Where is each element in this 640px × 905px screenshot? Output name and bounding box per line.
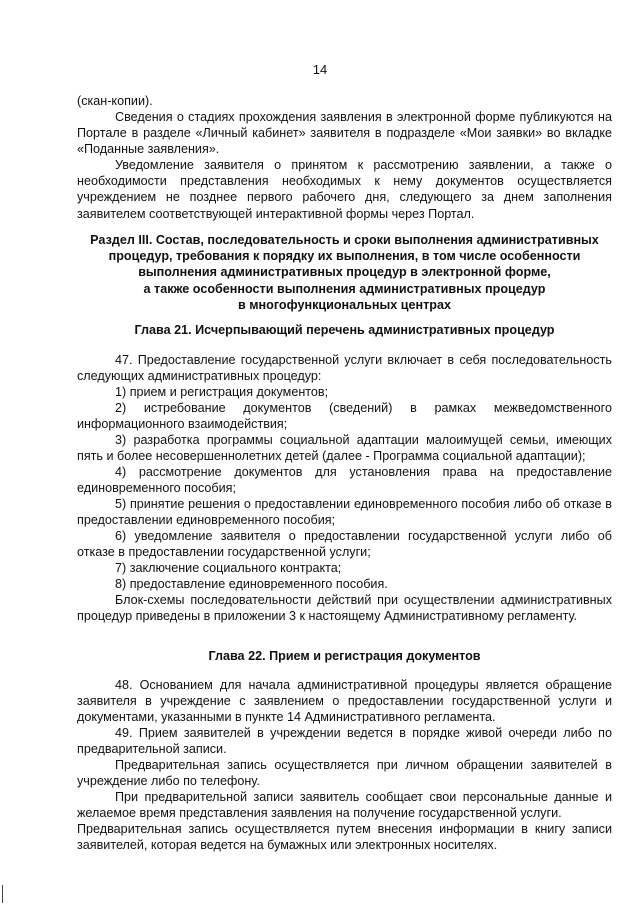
paragraph-49-record-book: Предварительная запись осуществляется путем внесения информации в книгу записи заявителей, которая ведется на бумажных или электронных носителях. <box>77 822 612 853</box>
list-item-6: 6) уведомление заявителя о предоставлении государственной услуги либо об отказе в предоставлении государственной услуги; <box>77 529 612 560</box>
list-item-3: 3) разработка программы социальной адаптации малоимущей семьи, имеющих пять и более несовершеннолетних детей (далее - Программа социальной адаптации); <box>77 433 612 464</box>
paragraph-47: 47. Предоставление государственной услуги включает в себя последовательность следующих административных процедур: <box>77 353 612 384</box>
section-3-title <box>77 232 612 313</box>
list-item-4: 4) рассмотрение документов для установления права на предоставление единовременного пособия; <box>77 465 612 496</box>
intro-paragraph-notification: Уведомление заявителя о принятом к рассмотрению заявлении, а также о необходимости представления необходимых к нему документов осуществляется учреждением не позднее первого рабочего дня, следующего за днем заполнения заявителем соответствующей интерактивной формы через Портал. <box>77 158 612 221</box>
paragraph-49-personal-data: При предварительной записи заявитель сообщает свои персональные данные и желаемое время представления заявления на получение государственной услуги. <box>77 790 612 821</box>
list-item-5: 5) принятие решения о предоставлении единовременного пособия либо об отказе в предоставлении единовременного пособия; <box>77 497 612 528</box>
list-item-2: 2) истребование документов (сведений) в рамках межведомственного информационного взаимодействия; <box>77 401 612 432</box>
chapter-22-title: Глава 22. Прием и регистрация документов <box>208 649 481 663</box>
intro-fragment: (скан-копии). <box>77 94 153 108</box>
paragraph-48: 48. Основанием для начала административной процедуры является обращение заявителя в учреждение с заявлением о предоставлении государственной услуги и документами, указанными в пункте 14 Административного регламента. <box>77 678 612 725</box>
section-3-title-line: Раздел III. Состав, последовательность и сроки выполнения административных <box>90 233 599 247</box>
chapter-21-title: Глава 21. Исчерпывающий перечень административных процедур <box>134 323 555 337</box>
paragraph-49-appointment: Предварительная запись осуществляется при личном обращении заявителей в учреждение либо по телефону. <box>77 758 612 789</box>
block-diagrams-paragraph: Блок-схемы последовательности действий при осуществлении административных процедур приведены в приложении 3 к настоящему Административному регламенту. <box>77 593 612 624</box>
section-3-title-line: а также особенности выполнения административных процедур <box>143 281 546 296</box>
paragraph-49: 49. Прием заявителей в учреждении ведется в порядке живой очереди либо по предварительной записи. <box>77 726 612 757</box>
list-item-8: 8) предоставление единовременного пособия. <box>115 577 388 591</box>
page-number: 14 <box>312 62 328 77</box>
list-item-1: 1) прием и регистрация документов; <box>115 385 329 399</box>
intro-paragraph-status: Сведения о стадиях прохождения заявления в электронной форме публикуются на Портале в разделе «Личный кабинет» заявителя в подразделе «Мои заявки» во вкладке «Поданные заявления». <box>77 110 612 157</box>
section-3-title-line: процедур, требования к порядку их выполнения, в том числе особенности <box>108 249 581 264</box>
list-item-7: 7) заключение социального контракта; <box>115 561 342 575</box>
section-3-title-line: выполнения административных процедур в электронной форме, <box>138 265 551 280</box>
section-3-title-line: в многофункциональных центрах <box>237 297 451 312</box>
scan-edge-mark <box>2 885 3 903</box>
